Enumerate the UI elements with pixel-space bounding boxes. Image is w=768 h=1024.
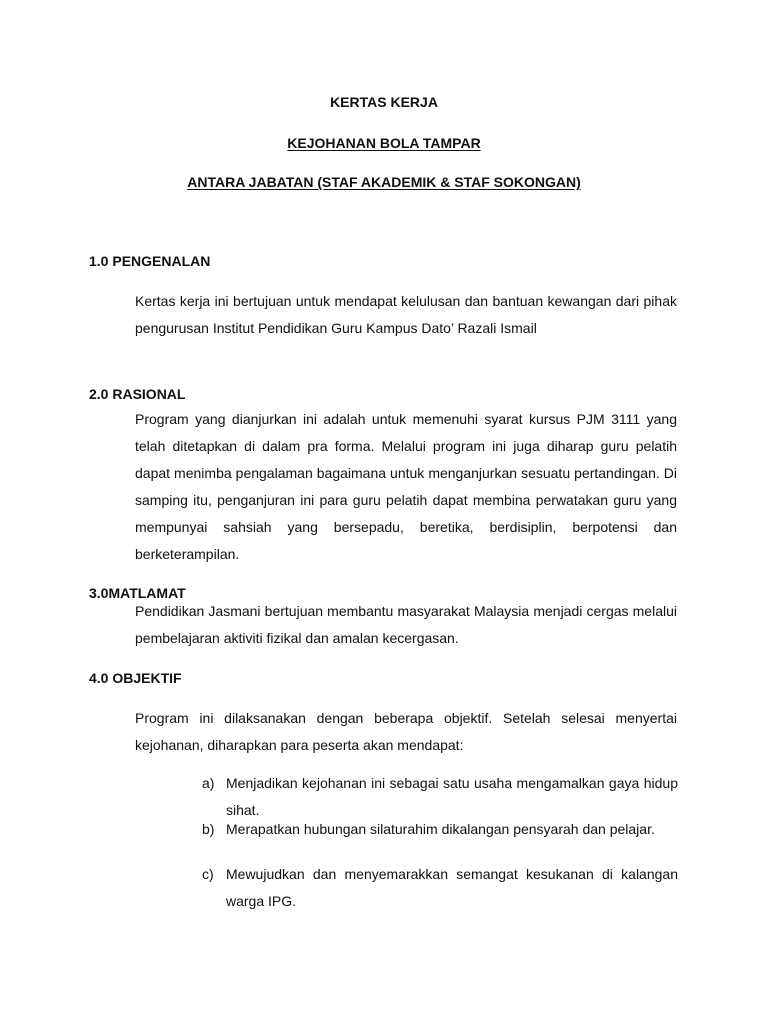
document-subtitle-event bbox=[0, 134, 768, 152]
document-title: KERTAS KERJA bbox=[330, 94, 438, 110]
section-paragraph-objektif: Program ini dilaksanakan dengan beberapa objektif. Setelah selesai menyertai kejohanan, diharapkan para peserta akan mendapat: bbox=[135, 710, 677, 753]
section-heading-matlamat: 3.0MATLAMAT bbox=[89, 585, 186, 601]
list-item-text: Merapatkan hubungan silaturahim dikalangan pensyarah dan pelajar. bbox=[226, 821, 655, 837]
section-paragraph-rasional: Program yang dianjurkan ini adalah untuk memenuhi syarat kursus PJM 3111 yang telah ditetapkan di dalam pra forma. Melalui program ini juga diharap guru pelatih dapat menimba pengalaman bagaimana untuk menganjurkan sesuatu pertandingan. Di samping itu, penganjuran ini para guru pelatih dapat membina perwatakan guru yang mempunyai sahsiah yang bersepadu, beretika, berdisiplin, berpotensi dan berketerampilan. bbox=[135, 411, 677, 562]
section-heading-pengenalan: 1.0 PENGENALAN bbox=[89, 253, 211, 269]
list-item-text: Menjadikan kejohanan ini sebagai satu usaha mengamalkan gaya hidup sihat. bbox=[226, 775, 678, 818]
list-item bbox=[202, 816, 678, 843]
section-heading-objektif: 4.0 OBJEKTIF bbox=[89, 670, 182, 686]
section-heading-rasional: 2.0 RASIONAL bbox=[89, 386, 186, 402]
list-item-marker: a) bbox=[202, 775, 215, 791]
list-item-marker: b) bbox=[202, 821, 215, 837]
list-item bbox=[202, 861, 678, 915]
document-subtitle-departments bbox=[0, 173, 768, 191]
section-paragraph-pengenalan: Kertas kerja ini bertujuan untuk mendapat kelulusan dan bantuan kewangan dari pihak pengurusan Institut Pendidikan Guru Kampus Dato’ Razali Ismail bbox=[135, 293, 677, 336]
section-paragraph-matlamat: Pendidikan Jasmani bertujuan membantu masyarakat Malaysia menjadi cergas melalui pembelajaran aktiviti fizikal dan amalan kecergasan. bbox=[135, 603, 677, 646]
document-subtitle-departments-text: ANTARA JABATAN (STAF AKADEMIK & STAF SOKONGAN) bbox=[187, 174, 581, 190]
list-item-text: Mewujudkan dan menyemarakkan semangat kesukanan di kalangan warga IPG. bbox=[226, 866, 678, 909]
list-item-marker: c) bbox=[202, 866, 214, 882]
document-subtitle-event-text: KEJOHANAN BOLA TAMPAR bbox=[287, 135, 481, 151]
